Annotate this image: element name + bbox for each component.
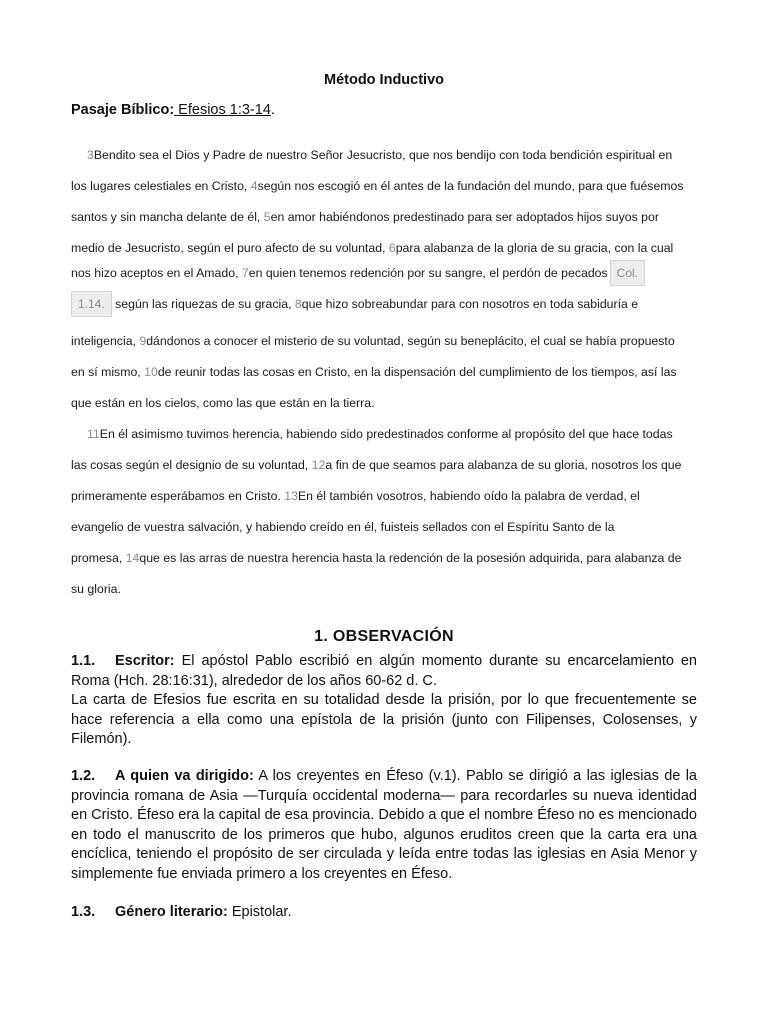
document-title: Método Inductivo: [323, 72, 444, 88]
verse-line: [71, 396, 375, 410]
verse-number: 14: [125, 551, 140, 565]
verse-text: Bendito sea el Dios y Padre de nuestro Señor Jesucristo, que nos bendijo con toda bendición espiritual en: [93, 148, 673, 162]
verse-text: medio de Jesucristo, según el puro afecto de su voluntad,: [71, 241, 389, 255]
verse-text: santos y sin mancha delante de él,: [71, 210, 264, 224]
verse-text: según nos escogió en él antes de la fundación del mundo, para que fuésemos: [257, 179, 684, 193]
verse-text: en sí mismo,: [71, 365, 145, 379]
verse-line: [71, 520, 614, 534]
item-number: 1.2.: [71, 768, 96, 784]
verse-number: 5: [263, 210, 271, 224]
verse-text: En él también vosotros, habiendo oído la palabra de verdad, el: [297, 489, 640, 503]
verse-number: 4: [250, 179, 258, 193]
section-writer-note: La carta de Efesios fue escrita en su totalidad desde la prisión, por lo que frecuentemente se hace referencia a ella como una epístola de la prisión (junto con Filipenses, Colosenses, y Filemón).: [71, 692, 697, 748]
verse-line: [71, 551, 682, 565]
verse-number: 12: [311, 458, 326, 472]
passage-label: Pasaje Bíblico:: [71, 102, 175, 118]
verse-text: que hizo sobreabundar para con nosotros en toda sabiduría e: [301, 297, 639, 311]
verse-line: [71, 334, 675, 348]
verse-line: [71, 291, 638, 317]
item-label: Escritor:: [115, 653, 175, 669]
verse-text: su gloria.: [71, 582, 121, 596]
item-text: El apóstol Pablo escribió en algún momento durante su encarcelamiento en Roma (Hch. 28:16:31), alrededor de los años 60-62 d. C.: [71, 653, 697, 689]
verse-text: nos hizo aceptos en el Amado,: [71, 266, 242, 280]
item-number: 1.1.: [71, 653, 96, 669]
verse-text: en amor habiéndonos predestinado para ser adoptados hijos suyos por: [270, 210, 659, 224]
verse-text: a fin de que seamos para alabanza de su gloria, nosotros los que: [325, 458, 682, 472]
section-genre: [71, 903, 697, 923]
verse-text: para alabanza de la gloria de su gracia, con la cual: [395, 241, 674, 255]
verse-text: En él asimismo tuvimos herencia, habiendo sido predestinados conforme al propósito del que hace todas: [99, 427, 673, 441]
passage-reference: Efesios 1:3-14: [174, 102, 271, 118]
verse-number: 3: [87, 148, 94, 162]
verse-number: 13: [284, 489, 298, 503]
verse-text: los lugares celestiales en Cristo,: [71, 179, 251, 193]
section-heading: 1. OBSERVACIÓN: [314, 628, 454, 645]
verse-text: promesa,: [71, 551, 126, 565]
verse-number: 10: [144, 365, 158, 379]
verse-line: [71, 241, 673, 255]
verse-text: de reunir todas las cosas en Cristo, en la dispensación del cumplimiento de los tiempos, así las: [157, 365, 677, 379]
section-recipients: [71, 767, 697, 885]
item-text: Epistolar.: [227, 904, 292, 920]
item-label: A quien va dirigido:: [115, 768, 254, 784]
verse-line: [71, 489, 640, 503]
verse-line: [71, 365, 677, 379]
item-number: 1.3.: [71, 904, 96, 920]
verse-number: 7: [241, 266, 249, 280]
section-writer: [71, 652, 697, 691]
verse-text: dándonos a conocer el misterio de su voluntad, según su beneplácito, el cual se había propuesto: [146, 334, 675, 348]
verse-text: que es las arras de nuestra herencia hasta la redención de la posesión adquirida, para alabanza de: [139, 551, 682, 565]
item-label: Género literario:: [115, 904, 228, 920]
cross-reference-link[interactable]: 1.14.: [71, 291, 112, 317]
verse-line: [71, 179, 684, 193]
verse-line: [71, 582, 121, 596]
verse-text: según las riquezas de su gracia,: [111, 297, 295, 311]
verse-line: [71, 260, 645, 286]
verse-line: [87, 427, 673, 441]
verse-number: 11: [87, 427, 100, 441]
verse-text: las cosas según el designio de su voluntad,: [71, 458, 312, 472]
verse-text: primeramente esperábamos en Cristo.: [71, 489, 285, 503]
passage-period: .: [270, 102, 275, 118]
verse-number: 9: [139, 334, 147, 348]
verse-line: [71, 458, 682, 472]
verse-text: evangelio de vuestra salvación, y habiendo creído en él, fuisteis sellados con el Espíritu Santo de la: [71, 520, 615, 534]
verse-number: 6: [388, 241, 396, 255]
verse-line: [87, 148, 672, 162]
verse-text: en quien tenemos redención por su sangre, el perdón de pecados: [248, 266, 608, 280]
verse-number: 8: [294, 297, 302, 311]
passage-line: [71, 102, 275, 118]
verse-text: que están en los cielos, como las que están en la tierra.: [71, 396, 375, 410]
verse-line: [71, 210, 659, 224]
cross-reference-link[interactable]: Col.: [610, 260, 645, 286]
verse-text: inteligencia,: [71, 334, 140, 348]
item-text: A los creyentes en Éfeso (v.1). Pablo se dirigió a las iglesias de la provincia romana de Asia —Turquía occidental moderna— para recordarles su nueva identidad en Cristo. Éfeso era la capital de esa provincia. Debido a que el nombre Éfeso no es mencionado en todo el manuscrito de los primeros que hubo, algunos eruditos creen que la carta era una encíclica, teniendo el propósito de ser circulada y leída entre todas las iglesias en Asia Menor y simplemente fue enviada primero a los creyentes en Éfeso.: [71, 768, 697, 882]
